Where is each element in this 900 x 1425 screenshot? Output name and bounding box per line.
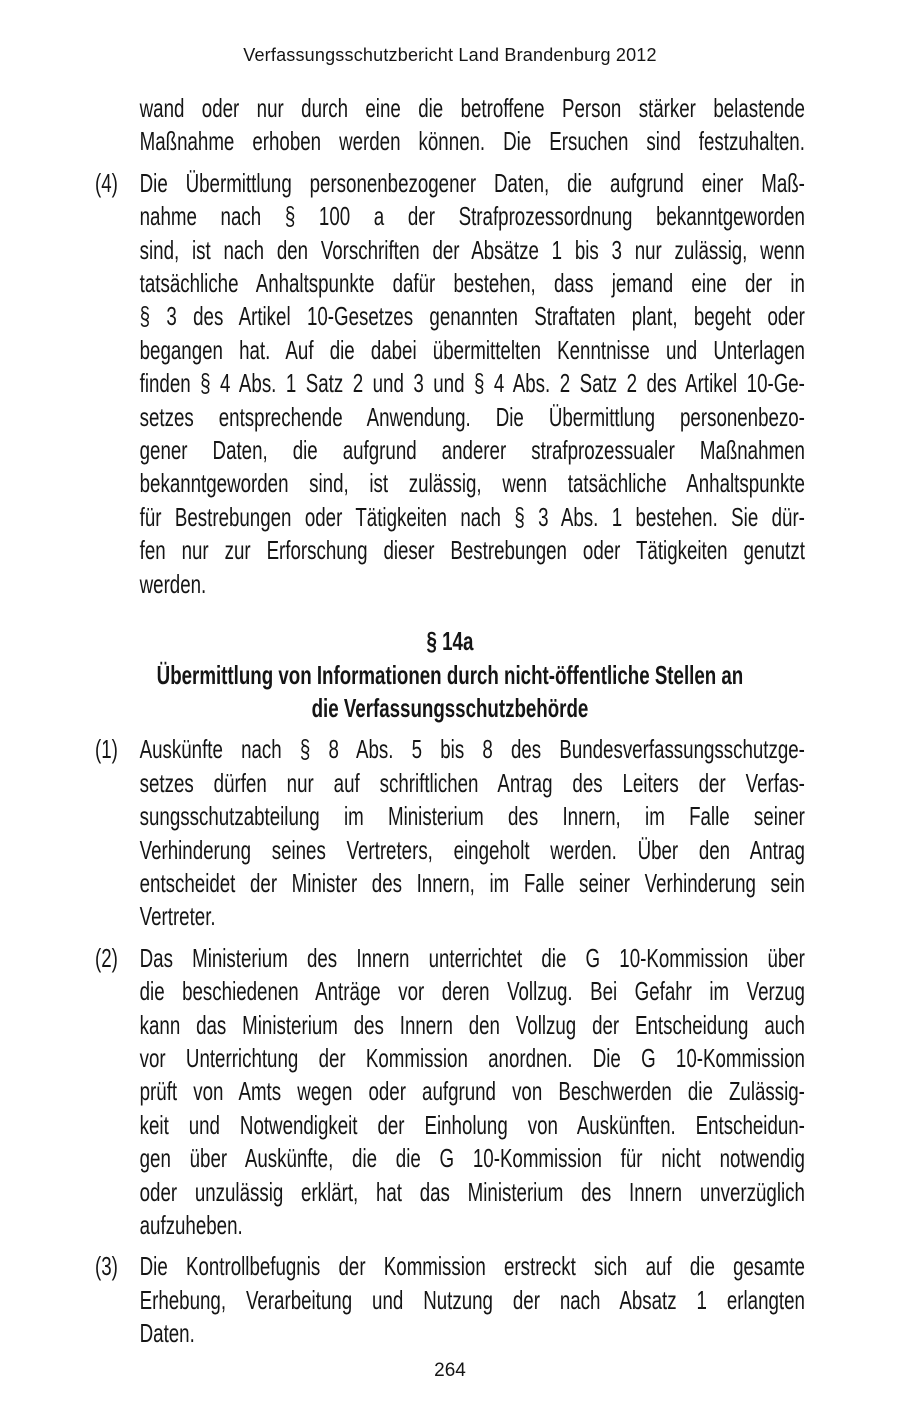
text-line: sungsschutzabteilung im Ministerium des Innern, im Falle seiner xyxy=(139,801,805,832)
text-line: vor Unterrichtung der Kommission anordnen. Die G 10-Kommission xyxy=(139,1042,805,1073)
paragraph-number: (2) xyxy=(95,942,118,973)
text-line: Auskünfte nach § 8 Abs. 5 bis 8 des Bundesverfassungsschutzge- xyxy=(139,734,805,765)
text-line: setzes dürfen nur auf schriftlichen Antrag des Leiters der Verfas- xyxy=(139,767,805,798)
text-line: werden. xyxy=(139,568,207,599)
text-line: setzes entsprechende Anwendung. Die Übermittlung personenbezo- xyxy=(139,401,805,432)
text-line: Daten. xyxy=(139,1318,195,1349)
section-heading xyxy=(95,625,805,725)
paragraph-text xyxy=(140,1250,805,1350)
text-line: keit und Notwendigkeit der Einholung von Auskünften. Entscheidun- xyxy=(139,1109,805,1140)
paragraph-number: (4) xyxy=(95,167,118,198)
text-line: fen nur zur Erforschung dieser Bestrebungen oder Tätigkeiten genutzt xyxy=(139,535,805,566)
text-line: wand oder nur durch eine die betroffene Person stärker belastende xyxy=(139,93,805,123)
continuation-paragraph xyxy=(140,92,805,159)
section-number: § 14a xyxy=(426,626,474,657)
text-line: Verhinderung seines Vertreters, eingeholt werden. Über den Antrag xyxy=(139,834,805,865)
text-line: tatsächliche Anhaltspunkte dafür bestehen, dass jemand eine der in xyxy=(139,268,805,299)
paragraph-item-4 xyxy=(95,167,805,601)
section-title-line: die Verfassungsschutzbehörde xyxy=(311,692,589,723)
text-line: entscheidet der Minister des Innern, im Falle seiner Verhinderung sein xyxy=(139,867,805,898)
text-line: oder unzulässig erklärt, hat das Ministerium des Innern unverzüglich xyxy=(139,1176,805,1207)
text-line: Das Ministerium des Innern unterrichtet die G 10-Kommission über xyxy=(139,942,805,973)
text-line: kann das Ministerium des Innern den Vollzug der Entscheidung auch xyxy=(139,1009,805,1040)
paragraph-number: (1) xyxy=(95,734,118,765)
page-header-title: Verfassungsschutzbericht Land Brandenburg 2012 xyxy=(243,45,657,65)
text-line: für Bestrebungen oder Tätigkeiten nach § 3 Abs. 1 bestehen. Sie dür- xyxy=(139,501,805,532)
text-line: begangen hat. Auf die dabei übermittelten Kenntnisse und Unterlagen xyxy=(139,334,805,365)
text-line: bekanntgeworden sind, ist zulässig, wenn tatsächliche Anhaltspunkte xyxy=(139,468,805,499)
section-title-line: Übermittlung von Informationen durch nicht-öffentliche Stellen an xyxy=(156,659,744,690)
paragraph-text xyxy=(140,167,805,601)
text-line: finden § 4 Abs. 1 Satz 2 und 3 und § 4 Abs. 2 Satz 2 des Artikel 10-Ge- xyxy=(139,368,805,399)
text-line: Die Kontrollbefugnis der Kommission erstreckt sich auf die gesamte xyxy=(139,1251,805,1282)
text-line: die beschiedenen Anträge vor deren Vollzug. Bei Gefahr im Verzug xyxy=(139,976,805,1007)
text-line: gen über Auskünfte, die die G 10-Kommission für nicht notwendig xyxy=(139,1143,805,1174)
paragraph-text xyxy=(140,942,805,1243)
paragraph-item-3 xyxy=(95,1250,805,1350)
text-line: Die Übermittlung personenbezogener Daten, die aufgrund einer Maß- xyxy=(139,167,805,198)
text-line: gener Daten, die aufgrund anderer strafprozessualer Maßnahmen xyxy=(139,435,805,466)
text-line: Maßnahme erhoben werden können. Die Ersuchen sind festzuhalten. xyxy=(139,126,805,157)
text-line: Erhebung, Verarbeitung und Nutzung der nach Absatz 1 erlangten xyxy=(139,1284,805,1315)
text-line: § 3 des Artikel 10-Gesetzes genannten Straftaten plant, begeht oder xyxy=(139,301,805,332)
paragraph-text xyxy=(140,733,805,933)
page-footer xyxy=(0,1360,900,1382)
paragraph-item-2 xyxy=(95,942,805,1243)
text-line: nahme nach § 100 a der Strafprozessordnung bekanntgeworden xyxy=(139,201,805,232)
page-header xyxy=(0,0,900,66)
page-body xyxy=(95,92,805,1351)
page-number: 264 xyxy=(434,1360,466,1381)
text-line: sind, ist nach den Vorschriften der Absätze 1 bis 3 nur zulässig, wenn xyxy=(139,234,805,265)
text-line: aufzuheben. xyxy=(139,1210,243,1240)
text-line: prüft von Amts wegen oder aufgrund von Beschwerden die Zulässig- xyxy=(139,1076,805,1107)
paragraph-number: (3) xyxy=(95,1251,118,1282)
text-line: Vertreter. xyxy=(139,901,216,932)
paragraph-item-1 xyxy=(95,733,805,933)
